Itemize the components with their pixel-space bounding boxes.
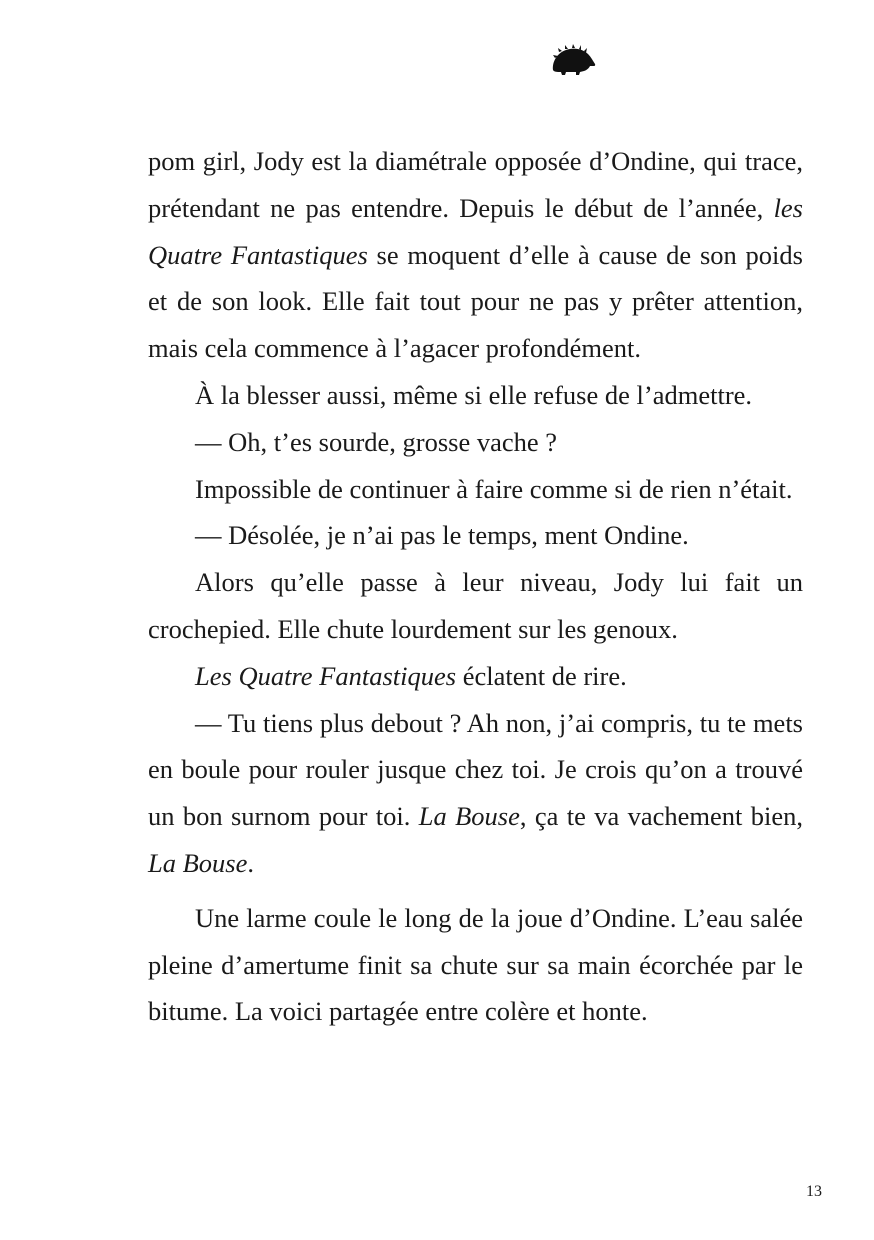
- text-run: Impossible de continuer à faire comme si de rien n’était.: [195, 473, 793, 504]
- text-run: — Tu tiens plus debout ? Ah non, j’ai compris, tu te mets en boule pour rouler jusque chez toi. Je crois qu’on a trouvé un bon surnom pour toi.: [148, 707, 803, 832]
- text-run: Alors qu’elle passe à leur niveau, Jody lui fait un crochepied. Elle chute lourdement sur les genoux.: [148, 567, 803, 644]
- paragraph: [148, 512, 803, 559]
- hedgehog-icon: [550, 44, 596, 76]
- text-run: À la blesser aussi, même si elle refuse de l’admettre.: [195, 379, 753, 410]
- text-run: se moquent d’elle à cause de son poids et de son look. Elle fait tout pour ne pas y prêter attention, mais cela commence à l’agacer profondément.: [148, 239, 803, 364]
- body-text: [148, 138, 803, 1035]
- paragraph: [148, 419, 803, 466]
- paragraph: [148, 559, 803, 653]
- text-run: , ça te va vachement bien,: [519, 801, 804, 832]
- paragraph: [148, 372, 803, 419]
- text-run: — Oh, t’es sourde, grosse vache ?: [195, 426, 558, 457]
- paragraph: [148, 466, 803, 513]
- italic-text: les Quatre Fantastiques: [148, 192, 803, 270]
- text-run: — Désolée, je n’ai pas le temps, ment Ondine.: [195, 520, 689, 551]
- paragraph: [148, 653, 803, 700]
- page-number: 13: [806, 1183, 822, 1200]
- text-run: éclatent de rire.: [456, 660, 627, 691]
- text-run: pom girl, Jody est la diamétrale opposée d’Ondine, qui trace, prétendant ne pas entendre. Depuis le début de l’année,: [148, 146, 803, 223]
- italic-text: Les Quatre Fantastiques: [195, 660, 457, 691]
- paragraph: [148, 138, 803, 372]
- text-run: Une larme coule le long de la joue d’Ondine. L’eau salée pleine d’amertume finit sa chute sur sa main écorchée par le bitume. La voici partagée entre colère et honte.: [148, 902, 803, 1027]
- italic-text: La Bouse: [418, 801, 520, 832]
- paragraph: [148, 700, 803, 887]
- paragraph: [148, 895, 803, 1035]
- italic-text: La Bouse: [148, 847, 248, 878]
- text-run: .: [247, 847, 254, 878]
